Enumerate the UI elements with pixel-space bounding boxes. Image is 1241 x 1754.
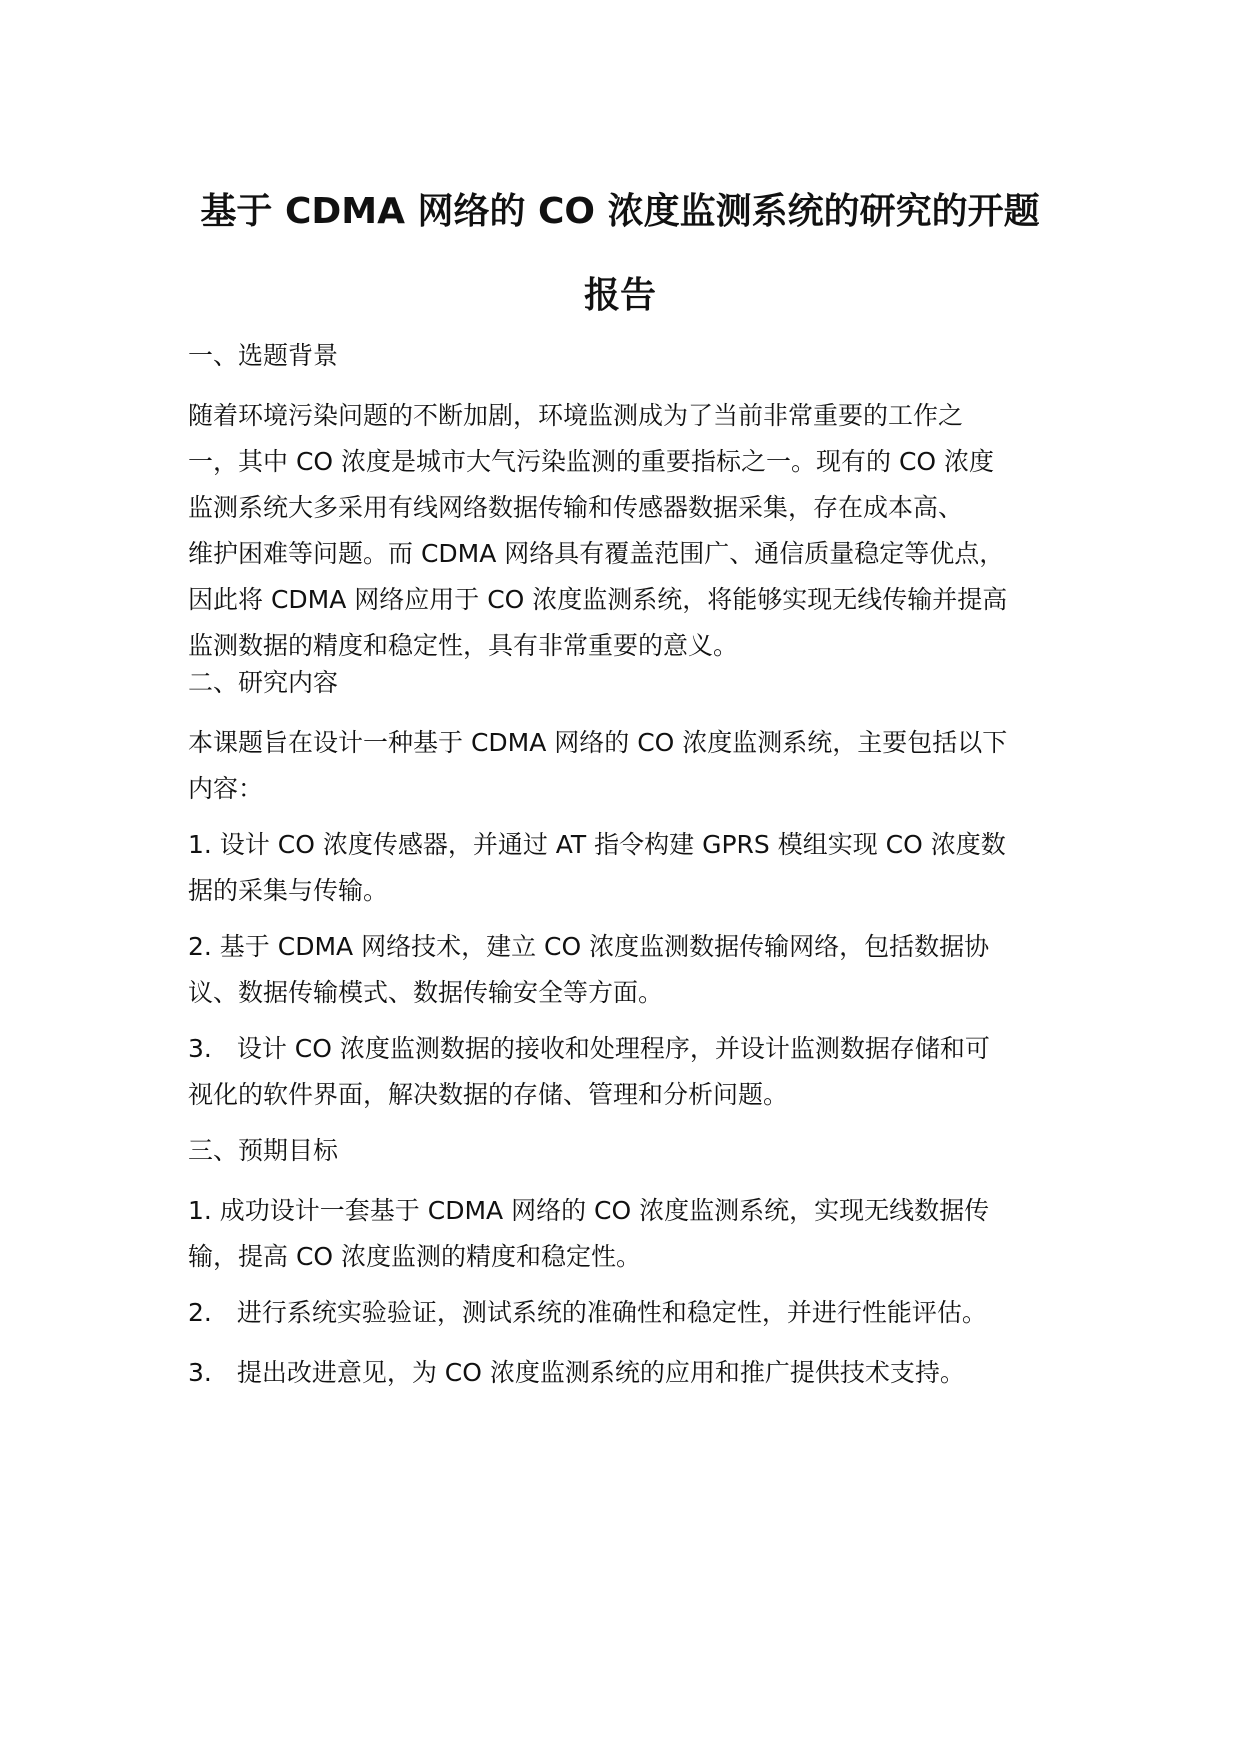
list-item-goal-3 (188, 1350, 1078, 1396)
list-item-line: 2. 基于 CDMA 网络技术，建立 CO 浓度监测数据传输网络，包括数据协 (188, 932, 990, 961)
paragraph-line: 一，其中 CO 浓度是城市大气污染监测的重要指标之一。现有的 CO 浓度 (188, 447, 995, 476)
paragraph-line: 本课题旨在设计一种基于 CDMA 网络的 CO 浓度监测系统，主要包括以下 (188, 728, 1008, 757)
list-item-research-1 (188, 822, 1078, 914)
list-item-goal-2 (188, 1290, 1078, 1336)
list-item-research-3 (188, 1026, 1078, 1118)
list-item-line: 议、数据传输模式、数据传输安全等方面。 (188, 978, 664, 1007)
list-item-line: 据的采集与传输。 (188, 876, 389, 905)
list-item-line: 3. 提出改进意见，为 CO 浓度监测系统的应用和推广提供技术支持。 (188, 1358, 965, 1387)
list-item-line: 输，提高 CO 浓度监测的精度和稳定性。 (188, 1242, 642, 1271)
paragraph-line: 内容： (188, 774, 264, 803)
list-item-line: 3. 设计 CO 浓度监测数据的接收和处理程序，并设计监测数据存储和可 (188, 1034, 990, 1063)
list-item-goal-1 (188, 1188, 1078, 1280)
list-item-line: 2. 进行系统实验验证，测试系统的准确性和稳定性，并进行性能评估。 (188, 1298, 987, 1327)
title-line-2: 报告 (583, 275, 656, 316)
paragraph-line: 随着环境污染问题的不断加剧，环境监测成为了当前非常重要的工作之 (188, 401, 964, 430)
paragraph-line: 维护困难等问题。而 CDMA 网络具有覆盖范围广、通信质量稳定等优点， (188, 539, 1005, 568)
section-heading-expected-goals: 三、预期目标 (188, 1136, 339, 1165)
section-heading-background: 一、选题背景 (188, 341, 339, 370)
paragraph-research-intro (188, 720, 1078, 812)
paragraph-line: 因此将 CDMA 网络应用于 CO 浓度监测系统，将能够实现无线传输并提高 (188, 585, 1008, 614)
section-heading-research-content: 二、研究内容 (188, 668, 339, 697)
title-line-1: 基于 CDMA 网络的 CO 浓度监测系统的研究的开题 (200, 191, 1040, 232)
paragraph-line: 监测系统大多采用有线网络数据传输和传感器数据采集，存在成本高、 (188, 493, 964, 522)
paragraph-line: 监测数据的精度和稳定性，具有非常重要的意义。 (188, 631, 739, 660)
list-item-line: 视化的软件界面，解决数据的存储、管理和分析问题。 (188, 1080, 789, 1109)
list-item-line: 1. 成功设计一套基于 CDMA 网络的 CO 浓度监测系统，实现无线数据传 (188, 1196, 990, 1225)
paragraph-background (188, 393, 1078, 669)
document-title (180, 170, 1060, 338)
list-item-line: 1. 设计 CO 浓度传感器，并通过 AT 指令构建 GPRS 模组实现 CO 浓度数 (188, 830, 1006, 859)
list-item-research-2 (188, 924, 1078, 1016)
